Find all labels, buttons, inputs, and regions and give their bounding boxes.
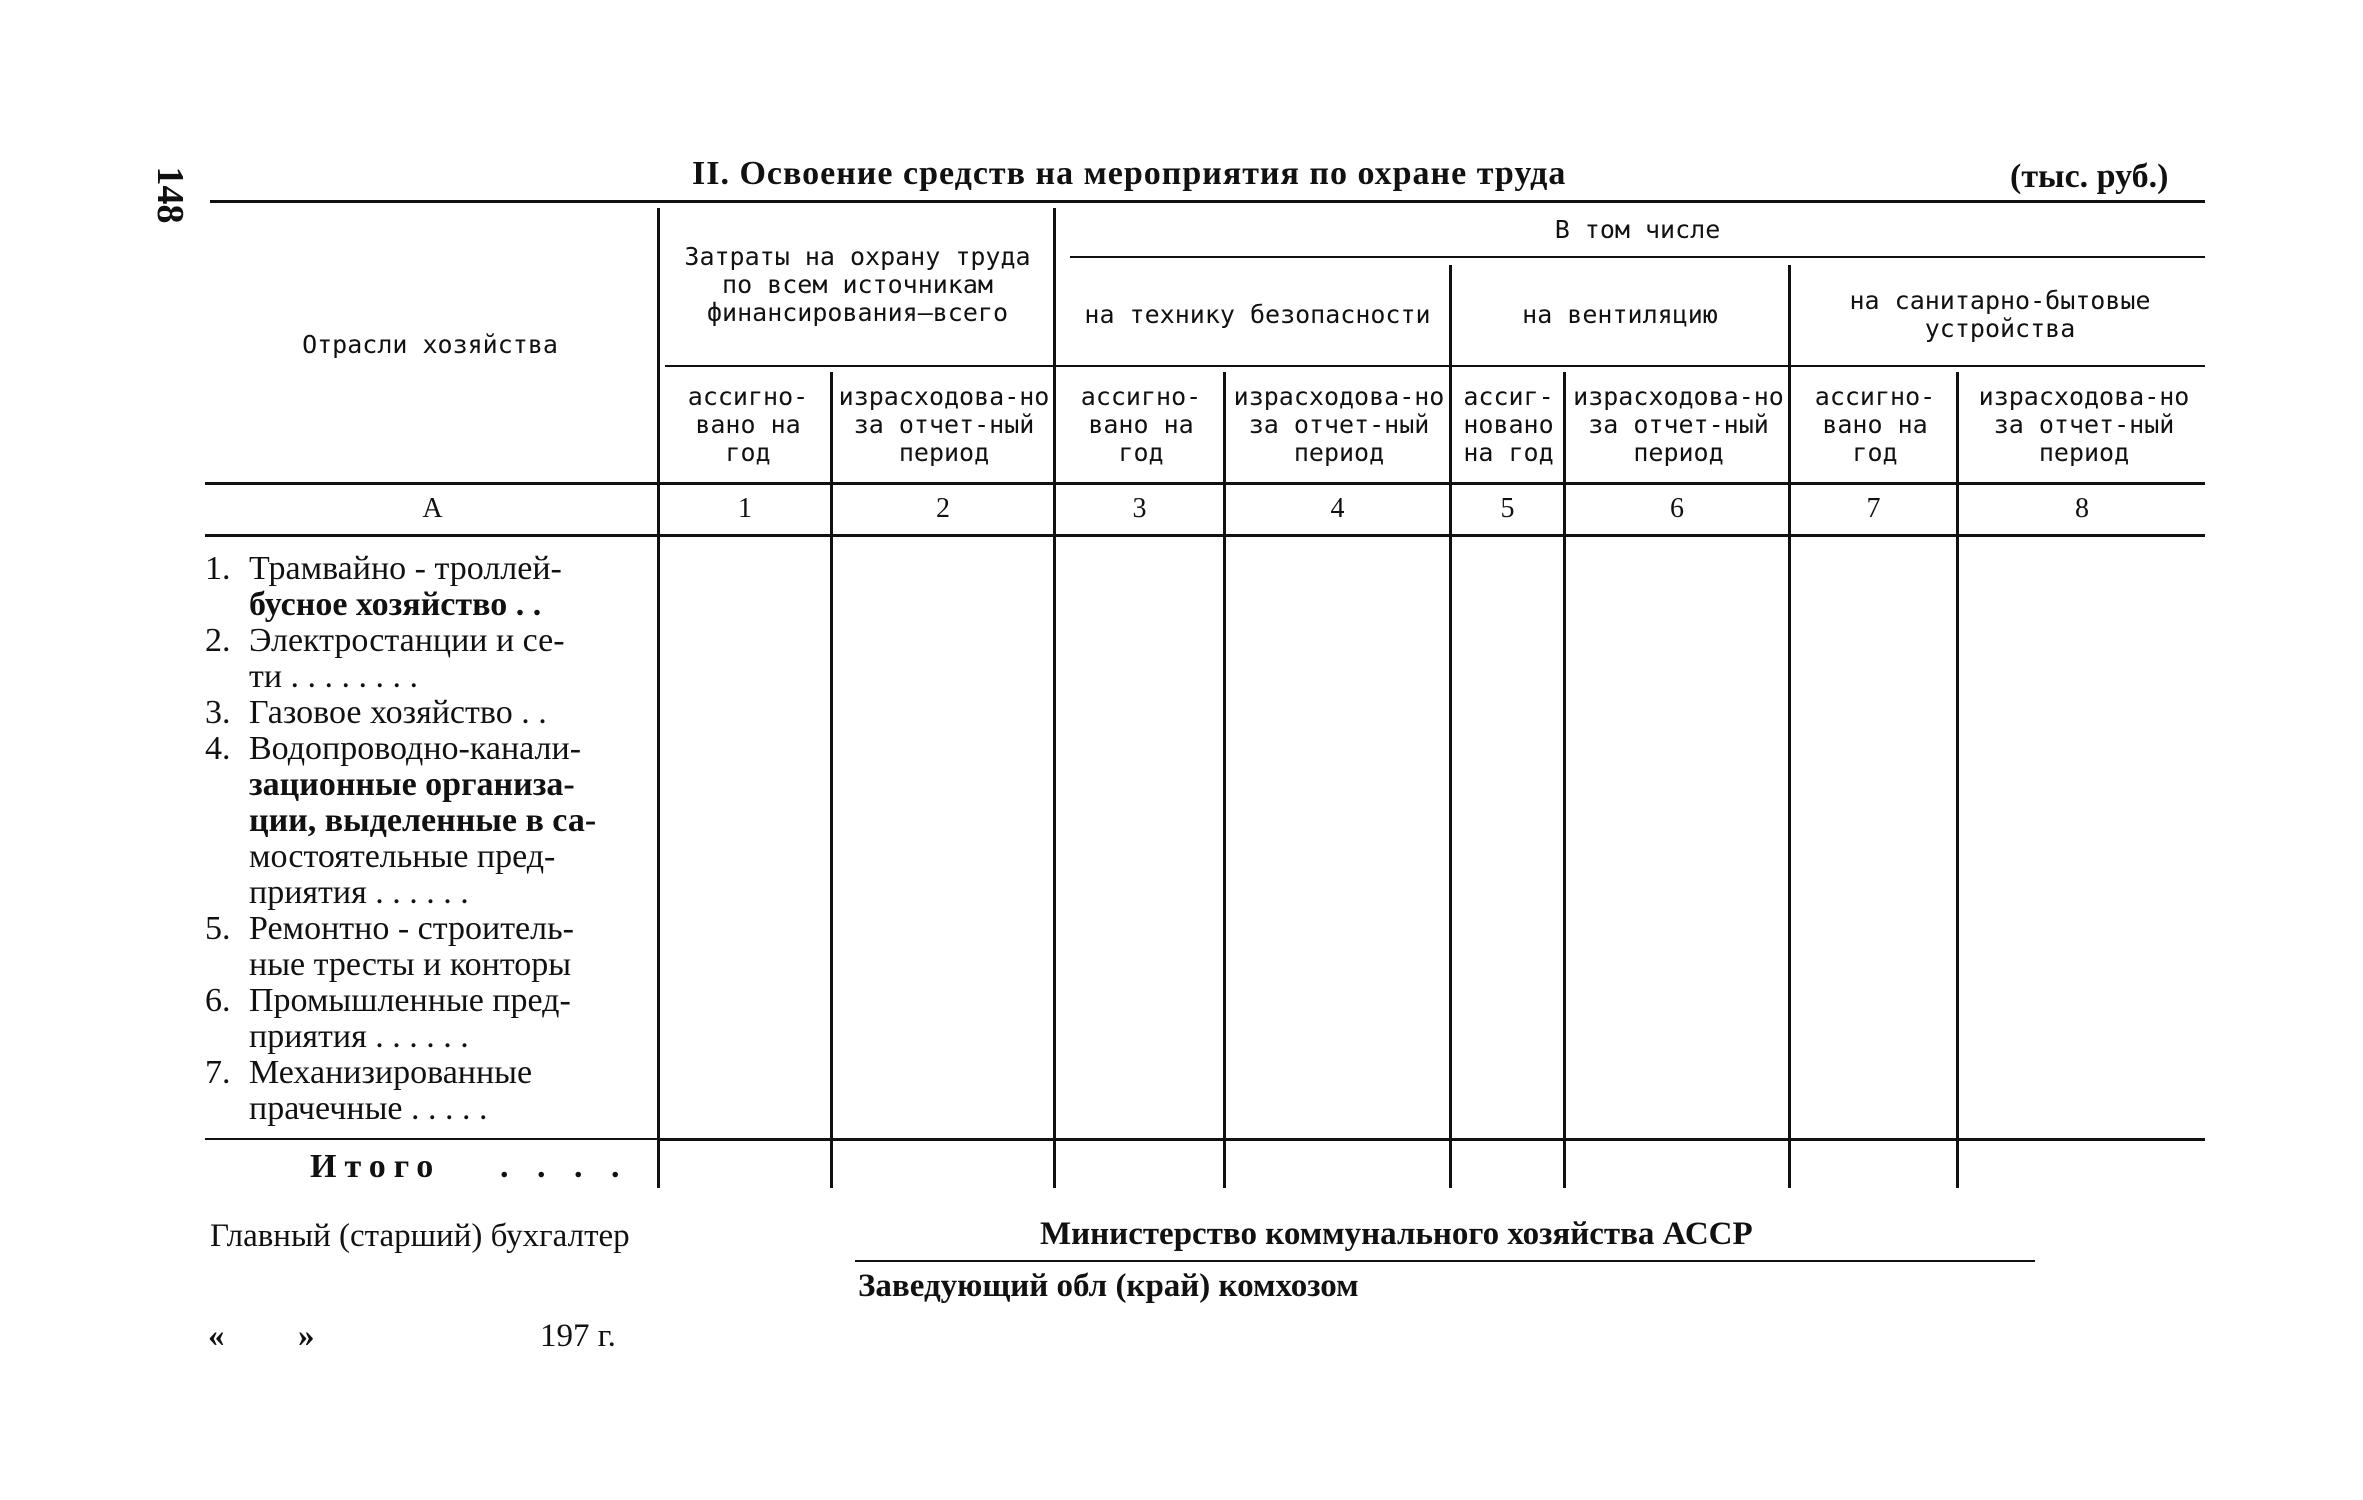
header-total-costs: Затраты на охрану труда по всем источникам финансирования—всего bbox=[684, 242, 1031, 327]
row-number: 4. bbox=[205, 730, 231, 767]
header-sanitary: на санитарно-бытовые устройства bbox=[1849, 286, 2151, 343]
subheader-6: израсходова-но за отчет-ный период bbox=[1573, 382, 1784, 467]
table-title: II. Освоение средств на мероприятия по охране труда bbox=[692, 155, 1567, 192]
row-label-line: Газовое хозяйство . . bbox=[249, 694, 547, 731]
subheader-5: ассиг-новано на год bbox=[1463, 382, 1554, 467]
page-number: 148 bbox=[149, 166, 191, 224]
numbers-bottom-rule bbox=[205, 534, 2205, 537]
col-divider-6 bbox=[1788, 265, 1791, 1188]
row-label-line: ции, выделенные в са- bbox=[249, 802, 597, 839]
total-label: Итого bbox=[310, 1148, 442, 1185]
total-left-rule bbox=[205, 1138, 660, 1140]
row-label-line: мостоятельные пред- bbox=[249, 838, 556, 875]
col-divider-2 bbox=[1053, 208, 1056, 1188]
row-labels bbox=[205, 551, 635, 1127]
header-branches: Отрасли хозяйства bbox=[302, 330, 558, 359]
subheader-1: ассигно-вано на год bbox=[687, 382, 809, 467]
row-label-line: Трамвайно - троллей- bbox=[249, 550, 562, 587]
units-label: (тыс. руб.) bbox=[2010, 158, 2169, 195]
top-rule bbox=[210, 200, 2205, 203]
row-label-line: приятия . . . . . . bbox=[249, 874, 469, 911]
row-label-line: прачечные . . . . . bbox=[249, 1090, 488, 1127]
header-ventilation: на вентиляцию bbox=[1522, 300, 1718, 329]
col-number-7: 7 bbox=[1866, 493, 1881, 524]
col-number-6: 6 bbox=[1670, 493, 1684, 524]
subheader-4: израсходова-но за отчет-ный период bbox=[1233, 382, 1445, 467]
row-number: 5. bbox=[205, 910, 231, 947]
list-item bbox=[205, 551, 635, 623]
list-item bbox=[205, 983, 635, 1055]
list-item bbox=[205, 695, 635, 731]
row-number: 1. bbox=[205, 550, 231, 587]
header-safety: на технику безопасности bbox=[1084, 300, 1431, 329]
row-label-line: Ремонтно - строитель- bbox=[249, 910, 574, 947]
total-dots: . . . . bbox=[500, 1148, 630, 1185]
accountant-label: Главный (старший) бухгалтер bbox=[210, 1218, 630, 1254]
including-rule bbox=[1070, 256, 2205, 258]
row-label-line: ти . . . . . . . . bbox=[249, 658, 419, 695]
row-number: 7. bbox=[205, 1054, 231, 1091]
col-letter-a: А bbox=[422, 493, 443, 524]
col-divider-4 bbox=[1449, 265, 1452, 1188]
row-label-line: Механизированные bbox=[249, 1054, 533, 1091]
list-item bbox=[205, 911, 635, 983]
col-number-5: 5 bbox=[1500, 493, 1515, 524]
row-number: 6. bbox=[205, 982, 231, 1019]
subheader-2: израсходова-но за отчет-ный период bbox=[838, 382, 1050, 467]
ministry-underline bbox=[855, 1260, 2035, 1262]
date-close-quote: » bbox=[298, 1318, 315, 1354]
row-number: 2. bbox=[205, 622, 231, 659]
list-item bbox=[205, 1055, 635, 1127]
row-label-line: ные тресты и конторы bbox=[249, 946, 572, 983]
total-top-rule bbox=[660, 1138, 2205, 1141]
head-label: Заведующий обл (край) комхозом bbox=[858, 1268, 1359, 1304]
col-number-2: 2 bbox=[936, 493, 950, 524]
row-label-line: приятия . . . . . . bbox=[249, 1018, 469, 1055]
col-divider-a bbox=[657, 208, 660, 1188]
row-label-line: Электростанции и се- bbox=[249, 622, 565, 659]
header-bottom-rule bbox=[205, 482, 2205, 485]
group-rule bbox=[665, 365, 2205, 367]
col-number-4: 4 bbox=[1330, 493, 1345, 524]
date-open-quote: « bbox=[208, 1318, 225, 1354]
subheader-3: ассигно-вано на год bbox=[1080, 382, 1202, 467]
list-item bbox=[205, 731, 635, 911]
col-number-8: 8 bbox=[2075, 493, 2089, 524]
ministry-label: Министерство коммунального хозяйства АССР bbox=[1040, 1216, 1753, 1252]
subheader-8: израсходова-но за отчет-ный период bbox=[1978, 382, 2190, 467]
row-label-line: зационные организа- bbox=[249, 766, 575, 803]
col-number-3: 3 bbox=[1132, 493, 1147, 524]
row-label-line: Водопроводно-канали- bbox=[249, 730, 582, 767]
list-item bbox=[205, 623, 635, 695]
row-label-line: бусное хозяйство . . bbox=[249, 586, 542, 623]
row-number: 3. bbox=[205, 694, 231, 731]
row-label-line: Промышленные пред- bbox=[249, 982, 571, 1019]
col-number-1: 1 bbox=[738, 493, 752, 524]
year-label: 197 г. bbox=[540, 1318, 616, 1354]
subheader-7: ассигно-вано на год bbox=[1814, 382, 1936, 467]
header-including: В том числе bbox=[1554, 215, 1721, 244]
